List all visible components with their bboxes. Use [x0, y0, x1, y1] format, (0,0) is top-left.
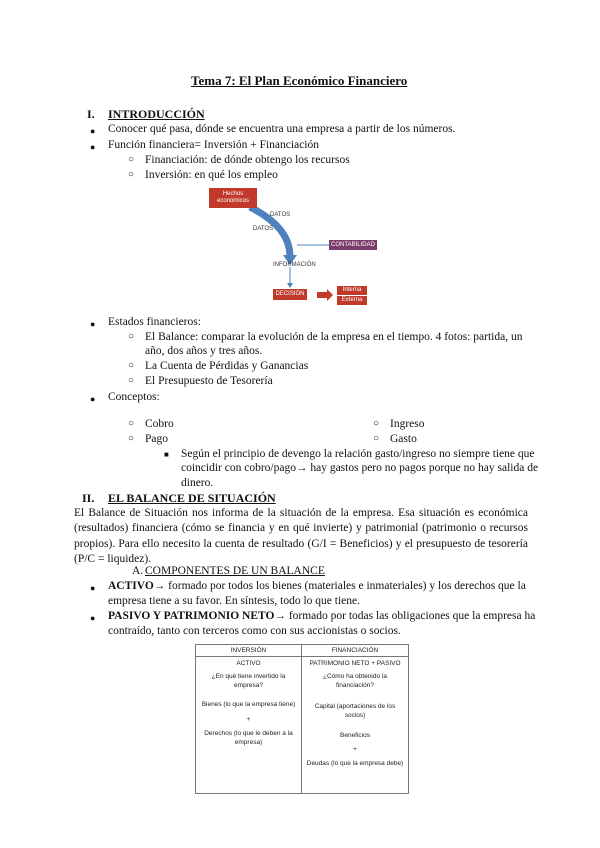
table-cell: Capital (aportaciones de los socios)	[314, 703, 396, 719]
bullet-icon: ●	[90, 394, 96, 404]
note-text: dinero.	[181, 477, 214, 489]
arrow-head	[287, 283, 293, 288]
table-cell: Deudas (lo que la empresa debe)	[306, 760, 404, 767]
box-contabilidad: CONTABILIDAD	[329, 240, 377, 250]
label-datos: DATOS	[270, 212, 291, 218]
box-interna: Interna	[337, 286, 367, 295]
activo-label: ACTIVO	[108, 580, 154, 592]
balance-table	[195, 644, 409, 794]
sub-bullet-text: El Presupuesto de Tesorería	[145, 375, 273, 387]
section-heading: INTRODUCCIÓN	[108, 107, 205, 121]
label-datos: DATOS	[253, 226, 274, 232]
bullet-text: Estados financieros:	[108, 316, 201, 328]
table-col-inversion	[196, 645, 302, 793]
activo-text: → formado por todos los bienes (materiales e inmateriales) y los derechos que la	[153, 580, 526, 592]
circle-bullet-icon: ○	[373, 433, 380, 444]
bullet-icon: ●	[90, 583, 96, 593]
box-hechos-economicos: Hechos económicos	[209, 188, 257, 208]
note-text: coincidir con cobro/pago→ hay gastos pero no pagos porque no hay salida de	[181, 462, 539, 474]
box-decision: DECISIÓN	[273, 289, 307, 300]
table-cell: Beneficios	[340, 732, 370, 739]
sub-bullet-text: El Balance: comparar la evolución de la empresa en el tiempo. 4 fotos: partida, un	[145, 331, 523, 343]
bullet-text	[108, 609, 535, 624]
flow-diagram	[205, 185, 385, 310]
sub-bullet-text: año, dos años y tres años.	[145, 345, 263, 357]
bullet-text: empresa tiene a su favor. En síntesis, todo lo que tiene.	[108, 595, 360, 607]
box-externa: Externa	[337, 296, 367, 305]
bullet-text	[108, 579, 526, 594]
circle-bullet-icon: ○	[128, 360, 135, 371]
bullet-text: Función financiera= Inversión + Financiación	[108, 139, 319, 151]
subsection-letter: A.	[132, 565, 144, 577]
circle-bullet-icon: ○	[128, 375, 135, 386]
concept-item: Gasto	[390, 433, 417, 445]
concept-item: Ingreso	[390, 418, 425, 430]
bullet-icon: ●	[90, 142, 96, 152]
circle-bullet-icon: ○	[128, 169, 135, 180]
table-col-financiacion	[302, 645, 408, 793]
bullet-text: Conceptos:	[108, 391, 160, 403]
subsection-heading: COMPONENTES DE UN BALANCE	[145, 565, 325, 577]
table-cell: Bienes (lo que la empresa tiene)	[201, 701, 296, 708]
page-title: Tema 7: El Plan Económico Financiero	[191, 73, 408, 88]
red-arrow-icon	[317, 289, 333, 301]
section-heading: EL BALANCE DE SITUACIÓN	[108, 491, 276, 505]
table-cell: Derechos (lo que le deben a la empresa)	[204, 730, 293, 746]
pasivo-text: → formado por todas las obligaciones que la empresa ha	[274, 610, 536, 622]
label-informacion: INFORMACIÓN	[273, 262, 316, 268]
table-cell: ¿Cómo ha obtenido la financiación?	[323, 673, 387, 689]
table-cell: +	[246, 716, 251, 723]
circle-bullet-icon: ○	[373, 418, 380, 429]
pasivo-label: PASIVO Y PATRIMONIO NETO	[108, 610, 275, 622]
table-cell: ¿En qué tiene invertido la empresa?	[211, 673, 286, 689]
square-bullet-icon: ■	[164, 450, 169, 459]
circle-bullet-icon: ○	[128, 154, 135, 165]
circle-bullet-icon: ○	[128, 331, 135, 342]
paragraph: El Balance de Situación nos informa de la situación de la empresa. Esa situación es económica (resultados) financiera (cómo se financia y en qué invierte) y patrimonial (patrimonio o recursos propios). Para ello necesito la cuenta de resultado (G/I = Beneficios) y el presupuesto de tesorería (P/C = liquidez).	[74, 507, 528, 565]
concept-item: Cobro	[145, 418, 174, 430]
bullet-icon: ●	[90, 126, 96, 136]
concept-item: Pago	[145, 433, 168, 445]
table-cell: +	[353, 746, 357, 753]
sub-bullet-text: Inversión: en qué los empleo	[145, 169, 278, 181]
circle-bullet-icon: ○	[128, 433, 135, 444]
section-number: I.	[87, 107, 95, 121]
table-cell: ACTIVO	[236, 660, 261, 667]
section-number: II.	[82, 491, 95, 505]
bullet-text: contraído, tanto con terceros como con sus accionistas o socios.	[108, 625, 401, 637]
bullet-icon: ●	[90, 319, 96, 329]
circle-bullet-icon: ○	[128, 418, 135, 429]
bullet-text: Conocer qué pasa, dónde se encuentra una empresa a partir de los números.	[108, 123, 456, 135]
sub-bullet-text: La Cuenta de Pérdidas y Ganancias	[145, 360, 309, 372]
table-header: FINANCIACIÓN	[302, 645, 408, 657]
sub-bullet-text: Financiación: de dónde obtengo los recursos	[145, 154, 350, 166]
table-header: INVERSIÓN	[196, 645, 301, 657]
bullet-icon: ●	[90, 613, 96, 623]
table-cell: PATRIMONIO NETO + PASIVO	[309, 660, 401, 667]
note-text: Según el principio de devengo la relación gasto/ingreso no siempre tiene que	[181, 448, 535, 460]
